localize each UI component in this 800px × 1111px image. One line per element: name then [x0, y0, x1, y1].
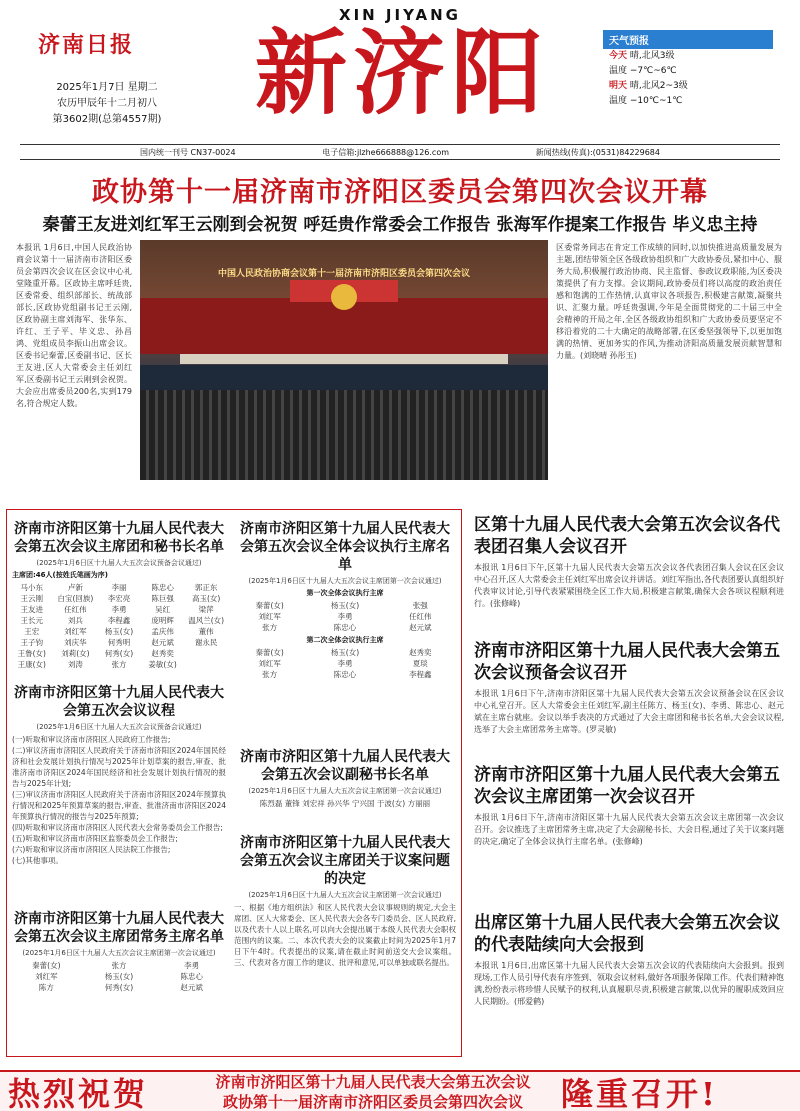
- exec-chair-name: 张强: [412, 601, 428, 610]
- presidium-name: 吴红: [155, 605, 171, 614]
- deputy-secretary-section: [234, 748, 456, 828]
- bill-decision-note: (2025年1月6日区十九届人大五次会议主席团第一次会议通过): [248, 891, 442, 899]
- exec-chair-name: 赵秀奕: [409, 648, 432, 657]
- standing-chair-name: 赵元斌: [180, 983, 203, 992]
- bill-decision-section: [234, 834, 456, 1049]
- weather-tomorrow-temp: 温度 −10℃~1℃: [609, 96, 683, 106]
- presidium-name: 姜敏(女): [148, 660, 177, 669]
- presidium-name: 刘庆华: [64, 638, 87, 647]
- issue-number: 第3602期(总第4557期): [52, 114, 162, 125]
- presidium-title: 济南市济阳区第十九届人民代表大会第五次会议主席团和秘书长名单: [14, 521, 224, 555]
- standing-chair-name: 张方: [111, 961, 127, 970]
- presidium-name: 李勇: [111, 605, 127, 614]
- weather-today-temp: 温度 −7℃~6℃: [609, 66, 677, 76]
- bill-decision-title: 济南市济阳区第十九届人民代表大会第五次会议主席团关于议案问题的决定: [240, 835, 450, 887]
- serial-number: 国内统一刊号 CN37-0024: [140, 147, 236, 157]
- agenda-item: (二)审议济南市济阳区人民政府关于济南市济阳区2024年国民经济和社会发展计划执行情况与2025年计划草案的报告,审查、批准济南市济阳区2024年国民经济和社会发展计划执行情况的报告与2025年计划;: [12, 746, 226, 788]
- email: 电子信箱:jlzhe666888@126.com: [322, 147, 450, 157]
- presidium-name: 庞明辉: [151, 616, 174, 625]
- exec-group-1-names: [234, 600, 456, 633]
- lead-article-left: 本报讯 1月6日,中国人民政治协商会议第十一届济南市济阳区委员会第四次会议在区会议中心礼堂隆重开幕。区政协主席呼廷贵,区委常委、组织部部长、统战部部长,区政协党组副书记王云刚,区政协副主席刘海军、张华东、许红、王子平、毕义忠、孙昌鸿、党组成员李振山出席会议。区委书记秦蕾,区委副书记、区长王友进,区人大常委会主任刘红军,区委副书记王云刚到会祝贺。大会应出席委员200名,实到179名,符合规定人数。: [16, 243, 132, 408]
- newspaper-title: 新济阳: [254, 19, 549, 127]
- masthead-pinyin: XIN JIYANG: [339, 6, 461, 24]
- banner-left-text: 热烈祝贺: [8, 1074, 149, 1111]
- exec-group-1-title: 第一次全体会议执行主席: [306, 589, 384, 597]
- banner-line-1: 济南市济阳区第十九届人民代表大会第五次会议: [215, 1072, 531, 1091]
- exec-chair-name: 李程鑫: [409, 670, 432, 679]
- right-article-3: [474, 764, 784, 904]
- presidium-note: (2025年1月6日区十九届人大五次会议预备会议通过): [36, 559, 202, 567]
- presidium-name: 赵元斌: [151, 638, 174, 647]
- exec-chair-name: 刘红军: [258, 659, 281, 668]
- banner-right-text: 隆重召开!: [561, 1074, 719, 1111]
- standing-chair-title: 济南市济阳区第十九届人民代表大会第五次会议主席团常务主席名单: [14, 911, 224, 945]
- presidium-name: 任红伟: [64, 605, 87, 614]
- exec-chair-section: [234, 520, 456, 680]
- agenda-section: [12, 684, 226, 874]
- presidium-name: 梁萍: [198, 605, 214, 614]
- info-bar: [20, 144, 780, 160]
- presidium-name: 王云刚: [20, 594, 44, 603]
- exec-chair-name: 任红伟: [409, 612, 432, 621]
- presidium-name: 王康(女): [17, 660, 46, 669]
- lead-article-right: 区委常务同志在肯定工作成绩的同时,以加快推进高质量发展为主题,团结带领全区各级政协组织和广大政协委员,紧扣中心、服务大局,积极履行政治协商、民主监督、参政议政职能,为区委决策提供了有力支撑。会议期间,政协委员们将以高度的政治责任感和饱满的工作热情,认真审议各项报告,积极建言献策,凝聚共识、汇聚力量。呼廷贵强调,今年是全面贯彻党的二十届三中全会精神的开局之年,全区各级政协组织和广大政协委员要坚定不移沿着党的二十大确定的战略部署,在区委坚强领导下,以更加饱满的热情、更加务实的作风,为推动济阳高质量发展贡献智慧和力量。(刘晓晴 孙彤玉): [556, 243, 782, 360]
- agenda-item: (四)听取和审议济南市济阳区人民代表大会常务委员会工作报告;: [12, 823, 223, 832]
- presidium-name: 董伟: [198, 627, 214, 636]
- exec-group-2-title: 第二次全体会议执行主席: [306, 636, 384, 644]
- weather-tomorrow-sky: 晴,北风2~3级: [629, 81, 688, 91]
- agenda-item: (六)听取和审议济南市济阳区人民法院工作报告;: [12, 845, 171, 854]
- weather-today-sky: 晴,北风3级: [629, 51, 675, 61]
- agenda-item: (一)听取和审议济南市济阳区人民政府工作报告;: [12, 735, 171, 744]
- deputy-secretary-title: 济南市济阳区第十九届人民代表大会第五次会议副秘书长名单: [240, 749, 450, 783]
- presidium-names: [12, 582, 226, 670]
- presidium-name: 孟庆伟: [151, 627, 174, 636]
- standing-chair-note: (2025年1月6日区十九届人大五次会议主席团第一次会议通过): [22, 949, 216, 957]
- presidium-name: 赵秀奕: [151, 649, 174, 658]
- congratulation-banner: [0, 1070, 800, 1111]
- presidium-name: 刘涛: [67, 660, 83, 669]
- presidium-name: 张方: [111, 660, 127, 669]
- exec-chair-title: 济南市济阳区第十九届人民代表大会第五次会议全体会议执行主席名单: [240, 521, 450, 573]
- bill-decision-text: 一、根据《地方组织法》和区人民代表大会议事规则的规定,大会主席团、区人大常委会、区人民代表大会各专门委员会、区人民政府,以及代表十人以上联名,可以向大会提出属于本级人民代表大会职权范围内的议案。二、本次代表大会的议案截止时间为2025年1月7日下午4时。代表提出的议案,请在截止时间前送交大会议案组。三、代表对各方面工作的建议、批评和意见,可以单独或联名提出。: [234, 903, 456, 967]
- standing-chair-name: 李勇: [184, 961, 200, 970]
- exec-chair-note: (2025年1月6日区十九届人大五次会议主席团第一次会议通过): [248, 577, 442, 585]
- banner-middle: [203, 1072, 543, 1111]
- photo-banner: 中国人民政治协商会议第十一届济南市济阳区委员会第四次会议: [217, 269, 470, 279]
- exec-chair-name: 夏琰: [412, 659, 428, 668]
- deputy-secretary-names: 陈烈磊 董锋 刘宏祥 孙兴华 宁兴国 于波(女) 方丽丽: [259, 799, 431, 808]
- standing-chair-name: 陈忠心: [180, 972, 203, 981]
- presidium-name: 杨玉(女): [104, 627, 134, 636]
- standing-chair-name: 何秀(女): [104, 983, 134, 992]
- right-article-2: [474, 640, 784, 760]
- exec-group-2-names: [234, 647, 456, 680]
- exec-chair-name: 张方: [262, 623, 278, 632]
- presidium-name: 谢永民: [194, 638, 218, 647]
- issue-date: 2025年1月7日 星期二: [56, 82, 158, 93]
- weather-today-label: 今天: [609, 51, 628, 61]
- standing-chair-name: 秦蕾(女): [32, 961, 61, 970]
- presidium-name: 刘红军: [64, 627, 87, 636]
- presidium-name: 马小东: [20, 583, 44, 592]
- presidium-name: 郭正东: [194, 583, 218, 592]
- presidium-name: 刘莉(女): [61, 649, 90, 658]
- right-article-3-title: 济南市济阳区第十九届人民代表大会第五次会议主席团第一次会议召开: [474, 765, 780, 807]
- jinan-daily-logo: 济南日报: [38, 32, 135, 58]
- presidium-name: 白宝(回族): [57, 594, 94, 603]
- presidium-name: 卢新: [67, 583, 83, 592]
- right-article-2-title: 济南市济阳区第十九届人民代表大会第五次会议预备会议召开: [474, 641, 780, 683]
- right-article-4-title: 出席区第十九届人民代表大会第五次会议的代表陆续向大会报到: [474, 913, 780, 955]
- presidium-name: 李程鑫: [107, 616, 131, 625]
- presidium-name: 何秀(女): [104, 649, 134, 658]
- publication-info: [52, 80, 162, 128]
- agenda-title: 济南市济阳区第十九届人民代表大会第五次会议议程: [14, 685, 224, 719]
- agenda-note: (2025年1月6日区十九届人大五次会议预备会议通过): [36, 723, 202, 731]
- photo-hall: [140, 365, 548, 391]
- exec-chair-name: 杨玉(女): [330, 648, 360, 657]
- presidium-name: 王鲁(女): [17, 649, 46, 658]
- agenda-items: [12, 734, 226, 866]
- right-article-2-text: 本报讯 1月6日下午,济南市济阳区第十九届人民代表大会第五次会议预备会议在区会议中心礼堂召开。区人大常委会主任刘红军,副主任陈方、杨玉(女)、李勇、陈忠心、赵元斌在主席台就座。会议以举手表决的方式通过了大会主席团和秘书长名单,大会会议议程,选举了大会主席团常务主席等。(罗灵敏): [474, 689, 784, 734]
- exec-chair-name: 李勇: [337, 659, 353, 668]
- right-article-1-title: 区第十九届人民代表大会第五次会议各代表团召集人会议召开: [474, 515, 780, 557]
- presidium-name: 陈巨强: [151, 594, 174, 603]
- agenda-item: (三)审议济南市济阳区人民政府关于济南市济阳区2024年预算执行情况和2025年预算草案的报告,审查、批准济南市济阳区2024年预算执行情况的报告与2025年预算;: [12, 790, 226, 821]
- right-article-1-text: 本报讯 1月6日下午,区第十九届人民代表大会第五次会议各代表团召集人会议在区会议中心召开,区人大常委会主任刘红军出席会议并讲话。刘红军指出,各代表团要认真组织好代表审议讨论,引导代表紧紧围绕全区工作大局,积极建言献策,确保大会各项议程顺利进行。(张修峰): [474, 563, 784, 608]
- right-article-1: [474, 514, 784, 636]
- weather-tomorrow-label: 明天: [609, 81, 628, 91]
- exec-chair-name: 陈忠心: [333, 623, 357, 632]
- right-article-3-text: 本报讯 1月6日下午,济南市济阳区第十九届人民代表大会第五次会议主席团第一次会议召开。会议推选了主席团常务主席,决定了大会副秘书长、大会日程,通过了关于议案问题的决定,确定了全体会议执行主席名单。(张修峰): [474, 813, 784, 846]
- cppcc-emblem-icon: [331, 284, 357, 310]
- standing-chair-names: [12, 960, 226, 993]
- weather-forecast: [603, 30, 773, 116]
- standing-chair-name: 陈方: [38, 983, 54, 992]
- deputy-secretary-note: (2025年1月6日区十九届人大五次会议主席团第一次会议通过): [248, 787, 442, 795]
- exec-chair-name: 刘红军: [258, 612, 281, 621]
- standing-chair-section: [12, 910, 226, 1050]
- presidium-name: 王子钧: [20, 638, 44, 647]
- masthead: [0, 0, 800, 140]
- presidium-label: 主席团:46人(按姓氏笔画为序): [12, 571, 108, 579]
- sub-headline: 秦蕾王友进刘红军王云刚到会祝贺 呼廷贵作常委会工作报告 张海军作提案工作报告 毕义忠主持: [42, 215, 758, 235]
- conference-photo: [140, 240, 548, 480]
- presidium-name: 李宏亮: [107, 594, 131, 603]
- right-article-4-text: 本报讯 1月6日,出席区第十九届人民代表大会第五次会议的代表陆续向大会报到。报到现场,工作人员引导代表有序签到、领取会议材料,做好各项服务保障工作。代表们精神饱满,纷纷表示将珍惜人民赋予的权利,认真履职尽责,积极建言献策,以优异的履职成效回应人民期盼。(邢爱鹤): [474, 961, 784, 1006]
- presidium-section: [12, 520, 226, 670]
- exec-chair-name: 李勇: [337, 612, 353, 621]
- exec-chair-name: 陈忠心: [333, 670, 357, 679]
- weather-header: 天气预报: [603, 30, 773, 49]
- photo-audience: [140, 390, 548, 480]
- exec-chair-name: 秦蕾(女): [255, 648, 284, 657]
- hotline: 新闻热线(传真):(0531)84229684: [535, 147, 660, 157]
- presidium-name: 刘兵: [67, 616, 83, 625]
- main-headline: 政协第十一届济南市济阳区委员会第四次会议开幕: [92, 177, 708, 208]
- presidium-name: 王宏: [24, 627, 40, 636]
- lunar-date: 农历甲辰年十二月初八: [57, 98, 157, 109]
- banner-line-2: 政协第十一届济南市济阳区委员会第四次会议: [222, 1092, 523, 1111]
- presidium-name: 温风兰(女): [188, 616, 225, 625]
- photo-presidium-desk: [180, 354, 508, 364]
- right-article-4: [474, 912, 784, 1062]
- standing-chair-name: 杨玉(女): [104, 972, 134, 981]
- exec-chair-name: 杨玉(女): [330, 601, 360, 610]
- exec-chair-name: 赵元斌: [409, 623, 432, 632]
- agenda-item: (五)听取和审议济南市济阳区监察委员会工作报告;: [12, 834, 178, 843]
- presidium-name: 王友进: [20, 605, 44, 614]
- presidium-name: 高玉(女): [191, 594, 221, 603]
- presidium-name: 李丽: [111, 583, 127, 592]
- agenda-item: (七)其他事项。: [12, 856, 63, 865]
- exec-chair-name: 秦蕾(女): [255, 601, 284, 610]
- presidium-name: 何秀明: [107, 638, 131, 647]
- presidium-name: 陈忠心: [151, 583, 174, 592]
- standing-chair-name: 刘红军: [35, 972, 58, 981]
- exec-chair-name: 张方: [262, 670, 278, 679]
- presidium-name: 王长元: [20, 616, 44, 625]
